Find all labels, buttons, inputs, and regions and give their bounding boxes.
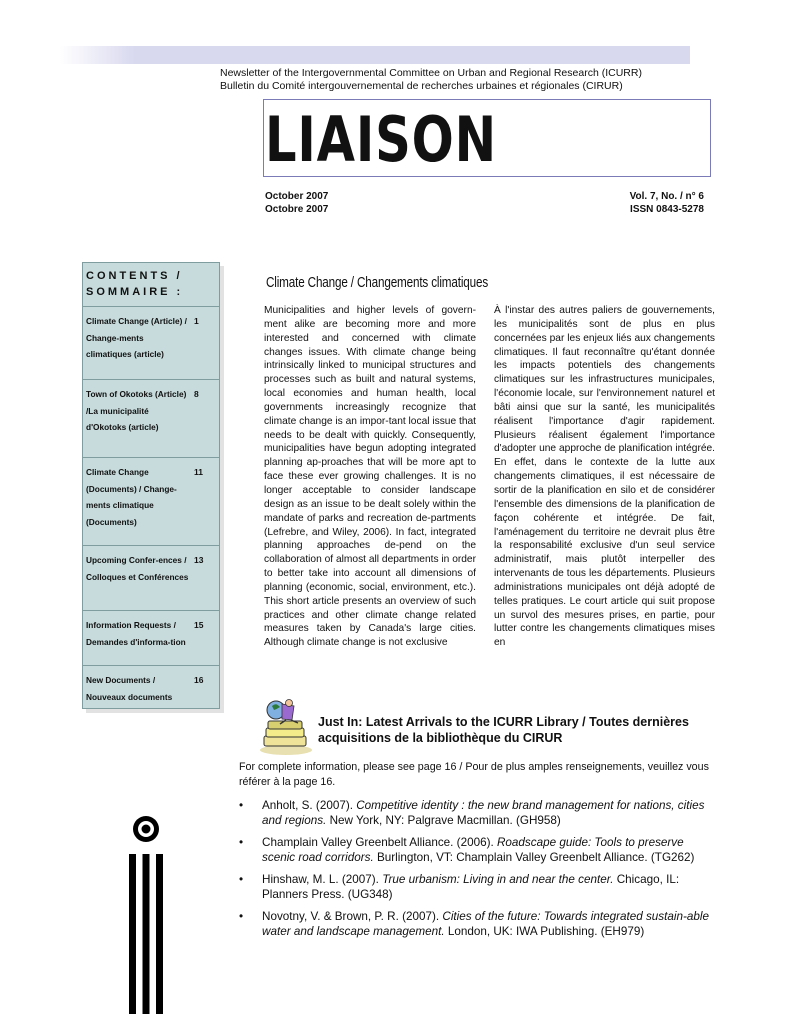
icurr-logo-icon bbox=[126, 814, 166, 1014]
reference-title: Competitive identity : the new brand management for nations, cities and regions. bbox=[262, 799, 705, 827]
article-column-en: Municipalities and higher levels of govern-ment alike are becoming more and more interested and concerned with climate changes issues. With climate change being intrinsically linked to municipal structures and processes such as built and natural systems, local economies and human health, local governments increasingly recognize that climate change is an impor-tant local issue that needs to be dealt with quickly. Consequently, municipalities have begun adopting integrated planning ap-proaches that will be more apt to face these ever growing challenges. It is no longer acceptable to consider landscape design as an issue to be dealt solely within the mandate of parks and recreation de-partments (Lefrebre, and Wiley, 2006). In fact, integrated planning approaches de-pend on the collaboration of almost all departments in order to better take into account all dimensions of planning (economic, social, environment, etc.). This short article presents an overview of such practices and other climate change related measures taken by Canada's large cities. Although climate change is not exclusive bbox=[264, 305, 476, 649]
toc-item-label: Climate Change (Documents) / Change-ments climatique (Documents) bbox=[86, 467, 177, 527]
reference-publisher: London, UK: IWA Publishing. (EH979) bbox=[444, 925, 645, 938]
toc-item-page: 13 bbox=[194, 555, 204, 565]
contents-heading bbox=[86, 268, 216, 300]
toc-item[interactable] bbox=[82, 610, 220, 665]
reference-item bbox=[239, 835, 719, 865]
issue-date bbox=[265, 190, 328, 216]
masthead-fr: Bulletin du Comité intergouvernemental de recherches urbaines et régionales (CIRUR) bbox=[220, 80, 623, 92]
masthead-en: Newsletter of the Intergovernmental Committee on Urban and Regional Research (ICURR) bbox=[220, 67, 642, 79]
reference-publisher: Burlington, VT: Champlain Valley Greenbelt Alliance. (TG262) bbox=[373, 851, 695, 864]
just-in-title: Just In: Latest Arrivals to the ICURR Library / Toutes dernières acquisitions de la bibliothèque du CIRUR bbox=[318, 715, 689, 745]
toc-item-page: 11 bbox=[194, 467, 203, 477]
toc-item-label: Climate Change (Article) / Change-ments climatiques (article) bbox=[86, 316, 187, 359]
reference-author: Champlain Valley Greenbelt Alliance. (2006). bbox=[262, 836, 497, 849]
issue-date-fr: Octobre 2007 bbox=[265, 204, 329, 215]
contents-heading-fr: SOMMAIRE : bbox=[86, 286, 184, 298]
contents-heading-en: CONTENTS / bbox=[86, 270, 183, 282]
bullet-icon: • bbox=[239, 799, 244, 812]
toc-item-page: 16 bbox=[194, 675, 204, 685]
article-column-fr: À l'instar des autres paliers de gouvernements, les municipalités sont de plus en plus concernées par les enjeux liés aux changements climatiques. Il faut reconnaître qu'étant donnée les impacts potentiels des changements climatiques sur les infrastructures municipales, l'économie locale, sur l'environnement naturel et bâti ainsi que sur la santé, les municipalités réalisent l'importance d'agir rapidement. Plusieurs réalisent également l'importance d'adopter une approche de planification intégrée. En effet, dans le contexte de la lutte aux changements climatiques, il est nécessaire de sortir de la planification en silo et de considérer l'ensemble des dimensions de la planification de façon cohérente et intégrée. De fait, l'aménagement du territoire ne devrait plus être la responsabilité exclusive d'un seul service administratif, mais plutôt interpeller des intervenants de tous les départements. Plusieurs administrations municipales ont déjà adopté de telles pratiques. Le court article qui suit propose un survol des mesures prises, en partie, pour lutter contre les changements climatiques mises en bbox=[494, 305, 715, 649]
reference-author: Hinshaw, M. L. (2007). bbox=[262, 873, 383, 886]
reference-title: Cities of the future: Towards integrated sustain-able water and landscape management. bbox=[262, 910, 709, 938]
toc-item-label: Information Requests / Demandes d'informa-tion bbox=[86, 620, 186, 647]
toc-item-page: 8 bbox=[194, 389, 199, 399]
just-in-intro: For complete information, please see page 16 / Pour de plus amples renseignements, veuillez vous référer à la page 16. bbox=[239, 761, 709, 788]
toc-item-label: Town of Okotoks (Article) /La municipalité d'Okotoks (article) bbox=[86, 389, 187, 432]
reference-item bbox=[239, 798, 719, 828]
toc-item-label: New Documents / Nouveaux documents bbox=[86, 675, 173, 702]
reference-item bbox=[239, 872, 719, 902]
reference-title: True urbanism: Living in and near the center. bbox=[382, 873, 614, 886]
masthead bbox=[220, 67, 642, 93]
header-band bbox=[60, 46, 690, 64]
toc-item-label: Upcoming Confer-ences / Colloques et Conférences bbox=[86, 555, 189, 582]
toc-item-page: 1 bbox=[194, 316, 199, 326]
reference-title: Roadscape guide: Tools to preserve scenic road corridors. bbox=[262, 836, 684, 864]
toc-item-page: 15 bbox=[194, 620, 204, 630]
toc-item[interactable] bbox=[82, 665, 220, 709]
issue-date-en: October 2007 bbox=[265, 191, 329, 202]
newsletter-title: LIAISON bbox=[265, 103, 497, 176]
books-with-reader-icon bbox=[258, 698, 314, 756]
reference-publisher: New York, NY: Palgrave Macmillan. (GH958) bbox=[326, 814, 561, 827]
bullet-icon: • bbox=[239, 910, 244, 923]
toc-item[interactable] bbox=[82, 545, 220, 610]
bullet-icon: • bbox=[239, 873, 244, 886]
reference-author: Novotny, V. & Brown, P. R. (2007). bbox=[262, 910, 443, 923]
toc-item[interactable] bbox=[82, 306, 220, 379]
article-title: Climate Change / Changements climatiques bbox=[266, 274, 489, 291]
issue-issn: ISSN 0843-5278 bbox=[630, 204, 704, 215]
toc-item[interactable] bbox=[82, 379, 220, 457]
reference-publisher: Chicago, IL: Planners Press. (UG348) bbox=[262, 873, 680, 901]
toc-item[interactable] bbox=[82, 457, 220, 545]
issue-volume: Vol. 7, No. / n° 6 bbox=[629, 191, 704, 202]
reference-item bbox=[239, 909, 719, 939]
reference-list bbox=[239, 798, 719, 946]
bullet-icon: • bbox=[239, 836, 244, 849]
issue-info bbox=[560, 190, 704, 216]
reference-author: Anholt, S. (2007). bbox=[262, 799, 357, 812]
